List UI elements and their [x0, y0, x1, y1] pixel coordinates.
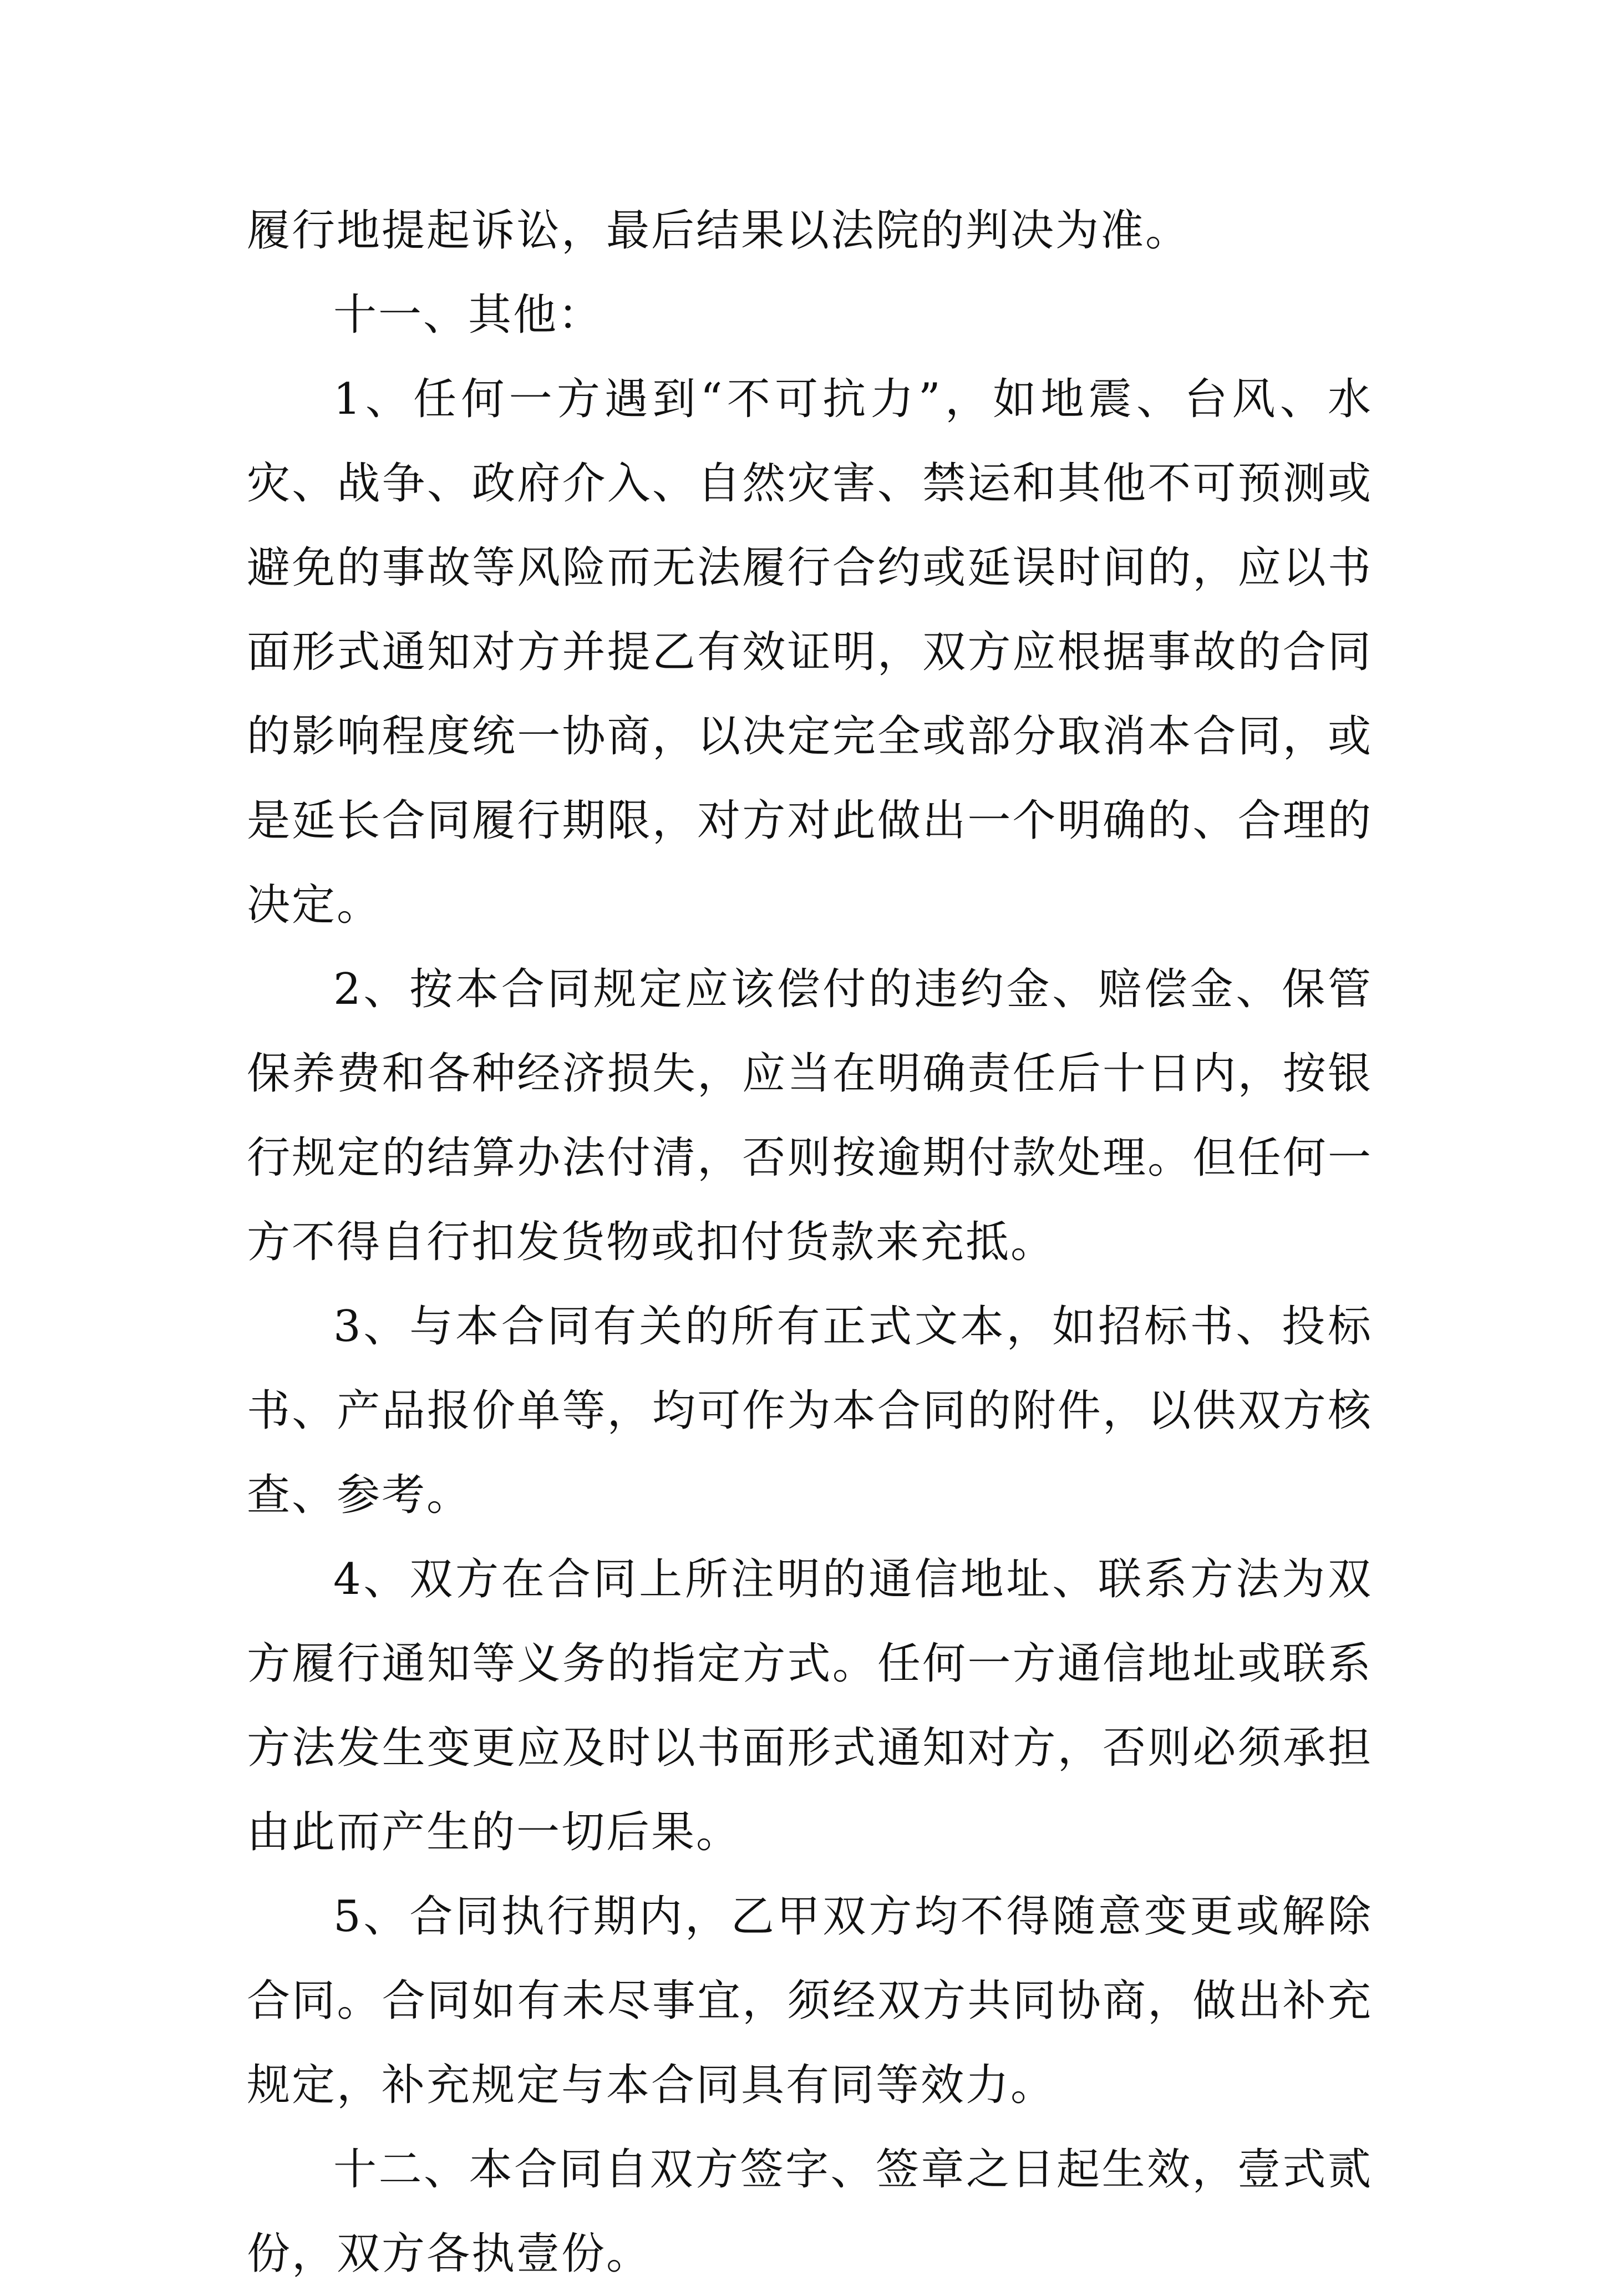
- section-heading-other: 十一、其他：: [333, 290, 603, 340]
- document-body: [247, 189, 1373, 2296]
- clause-effective-date: 十二、本合同自双方签字、签章之日起生效，壹式贰份，双方各执壹份。: [247, 2145, 1373, 2279]
- clause-contact-info: 4、双方在合同上所注明的通信地址、联系方法为双方履行通知等义务的指定方式。任何一方通信地址或联系方法发生变更应及时以书面形式通知对方，否则必须承担由此而产生的一切后果。: [247, 1555, 1373, 1857]
- clause-attachments: 3、与本合同有关的所有正式文本，如招标书、投标书、产品报价单等，均可作为本合同的附件，以供双方核查、参考。: [247, 1302, 1373, 1520]
- clause-force-majeure: 1、任何一方遇到“不可抗力”，如地震、台风、水灾、战争、政府介入、自然灾害、禁运和其他不可预测或避免的事故等风险而无法履行合约或延误时间的，应以书面形式通知对方并提乙有效证明，双方应根据事故的合同的影响程度统一协商，以决定完全或部分取消本合同，或是延长合同履行期限，对方对此做出一个明确的、合理的决定。: [247, 374, 1373, 930]
- clause-compensation: 2、按本合同规定应该偿付的违约金、赔偿金、保管保养费和各种经济损失，应当在明确责任后十日内，按银行规定的结算办法付清，否则按逾期付款处理。但任何一方不得自行扣发货物或扣付货款来充抵。: [247, 964, 1373, 1267]
- paragraph-continuation: 履行地提起诉讼，最后结果以法院的判决为准。: [247, 206, 1191, 256]
- clause-amendment: 5、合同执行期内，乙甲双方均不得随意变更或解除合同。合同如有未尽事宜，须经双方共同协商，做出补充规定，补充规定与本合同具有同等效力。: [247, 1892, 1373, 2110]
